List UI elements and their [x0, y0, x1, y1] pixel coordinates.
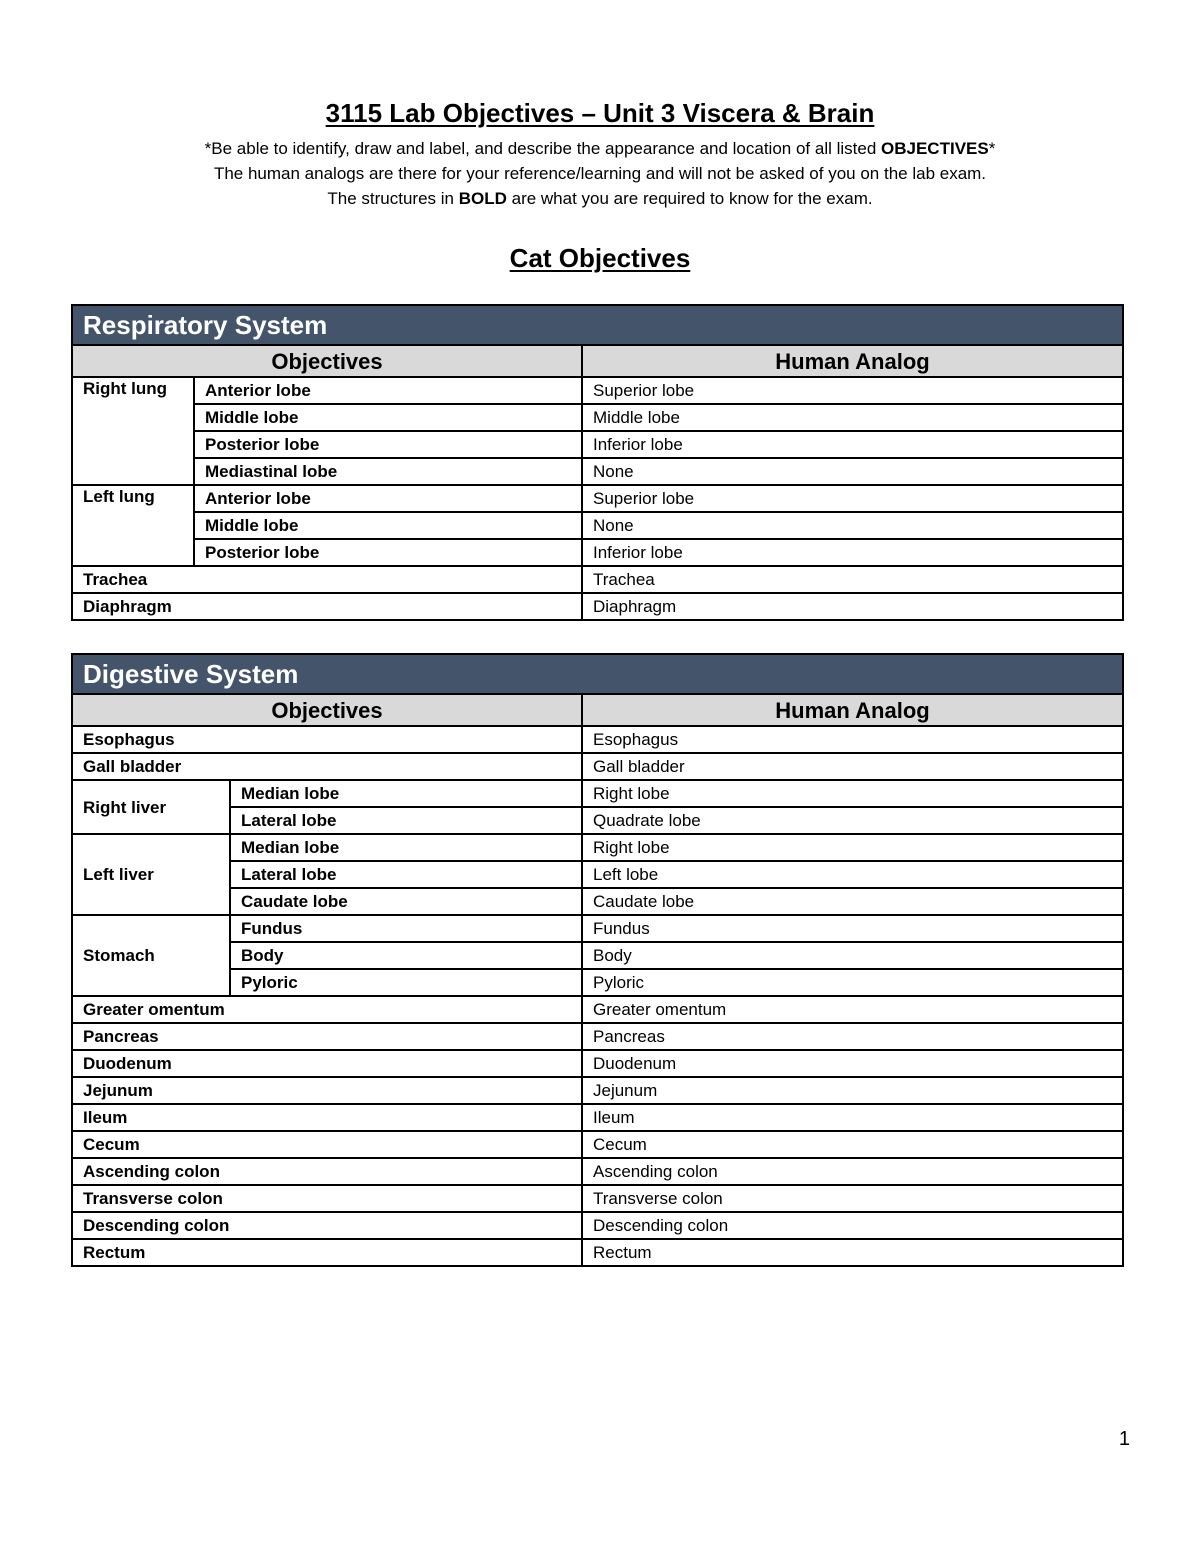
objective-cell: Ascending colon [72, 1158, 582, 1185]
objective-cell: Esophagus [72, 726, 582, 753]
table-title-row [72, 305, 1123, 345]
column-header-objectives: Objectives [72, 694, 582, 726]
group-label: Stomach [72, 915, 230, 996]
objective-cell: Lateral lobe [230, 861, 582, 888]
table-row [72, 942, 1123, 969]
human-analog-cell: Pancreas [582, 1023, 1123, 1050]
human-analog-cell: Cecum [582, 1131, 1123, 1158]
table-row [72, 404, 1123, 431]
human-analog-cell: Middle lobe [582, 404, 1123, 431]
human-analog-cell: Superior lobe [582, 377, 1123, 404]
instruction-line-3 [0, 186, 1200, 211]
group-label: Left lung [72, 485, 194, 566]
objective-cell: Posterior lobe [194, 539, 582, 566]
objective-cell: Pancreas [72, 1023, 582, 1050]
table-row [72, 593, 1123, 620]
objective-cell: Trachea [72, 566, 582, 593]
human-analog-cell: Rectum [582, 1239, 1123, 1266]
objective-cell: Middle lobe [194, 404, 582, 431]
objective-cell: Median lobe [230, 780, 582, 807]
table-row [72, 726, 1123, 753]
table-row [72, 458, 1123, 485]
group-label: Right liver [72, 780, 230, 834]
objective-cell: Rectum [72, 1239, 582, 1266]
table-row [72, 780, 1123, 807]
human-analog-cell: Jejunum [582, 1077, 1123, 1104]
table-title: Digestive System [72, 654, 1123, 694]
objective-cell: Transverse colon [72, 1185, 582, 1212]
table-row [72, 915, 1123, 942]
objective-cell: Cecum [72, 1131, 582, 1158]
human-analog-cell: Fundus [582, 915, 1123, 942]
table-row [72, 1023, 1123, 1050]
table-row [72, 512, 1123, 539]
table-row [72, 1212, 1123, 1239]
objective-cell: Duodenum [72, 1050, 582, 1077]
table-row [72, 861, 1123, 888]
human-analog-cell: Quadrate lobe [582, 807, 1123, 834]
objective-cell: Anterior lobe [194, 485, 582, 512]
document-header [0, 96, 1200, 211]
human-analog-cell: Ascending colon [582, 1158, 1123, 1185]
human-analog-cell: Transverse colon [582, 1185, 1123, 1212]
objective-cell: Descending colon [72, 1212, 582, 1239]
human-analog-cell: Diaphragm [582, 593, 1123, 620]
human-analog-cell: Inferior lobe [582, 539, 1123, 566]
section-title: Cat Objectives [509, 243, 691, 273]
human-analog-cell: Right lobe [582, 834, 1123, 861]
table-row [72, 1131, 1123, 1158]
table-row [72, 969, 1123, 996]
table-row [72, 753, 1123, 780]
human-analog-cell: Descending colon [582, 1212, 1123, 1239]
objective-cell: Greater omentum [72, 996, 582, 1023]
table-row [72, 1077, 1123, 1104]
instruction-line-1 [0, 136, 1200, 161]
instruction-line-1-end: * [988, 139, 996, 158]
page-number: 1 [1118, 1428, 1130, 1450]
human-analog-cell: None [582, 458, 1123, 485]
instruction-line-2: The human analogs are there for your reference/learning and will not be asked of you on the lab exam. [213, 164, 987, 183]
human-analog-cell: Body [582, 942, 1123, 969]
group-label: Left liver [72, 834, 230, 915]
human-analog-cell: None [582, 512, 1123, 539]
human-analog-cell: Pyloric [582, 969, 1123, 996]
column-header-row [72, 345, 1123, 377]
objective-cell: Posterior lobe [194, 431, 582, 458]
objective-cell: Mediastinal lobe [194, 458, 582, 485]
instruction-line-1-text: *Be able to identify, draw and label, and describe the appearance and location of all listed [204, 139, 882, 158]
instruction-line-3-end: are what you are required to know for the exam. [506, 189, 873, 208]
objective-cell: Fundus [230, 915, 582, 942]
human-analog-cell: Superior lobe [582, 485, 1123, 512]
human-analog-cell: Right lobe [582, 780, 1123, 807]
table-row [72, 996, 1123, 1023]
table-row [72, 1185, 1123, 1212]
human-analog-cell: Duodenum [582, 1050, 1123, 1077]
table-row [72, 1239, 1123, 1266]
objective-cell: Gall bladder [72, 753, 582, 780]
objective-cell: Pyloric [230, 969, 582, 996]
column-header-objectives: Objectives [72, 345, 582, 377]
table-row [72, 807, 1123, 834]
human-analog-cell: Esophagus [582, 726, 1123, 753]
human-analog-cell: Greater omentum [582, 996, 1123, 1023]
table-row [72, 888, 1123, 915]
column-header-human-analog: Human Analog [582, 694, 1123, 726]
group-label: Right lung [72, 377, 194, 485]
digestive-system-table [71, 653, 1124, 1267]
human-analog-cell: Inferior lobe [582, 431, 1123, 458]
instruction-line-3-text: The structures in [327, 189, 459, 208]
objective-cell: Median lobe [230, 834, 582, 861]
column-header-human-analog: Human Analog [582, 345, 1123, 377]
table-title: Respiratory System [72, 305, 1123, 345]
table-row [72, 485, 1123, 512]
respiratory-system-table [71, 304, 1124, 621]
objective-cell: Caudate lobe [230, 888, 582, 915]
table-row [72, 1104, 1123, 1131]
human-analog-cell: Ileum [582, 1104, 1123, 1131]
human-analog-cell: Caudate lobe [582, 888, 1123, 915]
table-row [72, 1158, 1123, 1185]
table-row [72, 834, 1123, 861]
human-analog-cell: Left lobe [582, 861, 1123, 888]
document-title: 3115 Lab Objectives – Unit 3 Viscera & Brain [325, 98, 875, 128]
objective-cell: Middle lobe [194, 512, 582, 539]
objective-cell: Body [230, 942, 582, 969]
table-row [72, 1050, 1123, 1077]
table-row [72, 431, 1123, 458]
objective-cell: Ileum [72, 1104, 582, 1131]
instruction-line-1-bold: OBJECTIVES [881, 139, 989, 158]
objective-cell: Diaphragm [72, 593, 582, 620]
human-analog-cell: Trachea [582, 566, 1123, 593]
table-row [72, 539, 1123, 566]
table-row [72, 566, 1123, 593]
instruction-line-3-bold: BOLD [458, 189, 507, 208]
objective-cell: Jejunum [72, 1077, 582, 1104]
human-analog-cell: Gall bladder [582, 753, 1123, 780]
objective-cell: Lateral lobe [230, 807, 582, 834]
column-header-row [72, 694, 1123, 726]
table-row [72, 377, 1123, 404]
table-title-row [72, 654, 1123, 694]
objective-cell: Anterior lobe [194, 377, 582, 404]
